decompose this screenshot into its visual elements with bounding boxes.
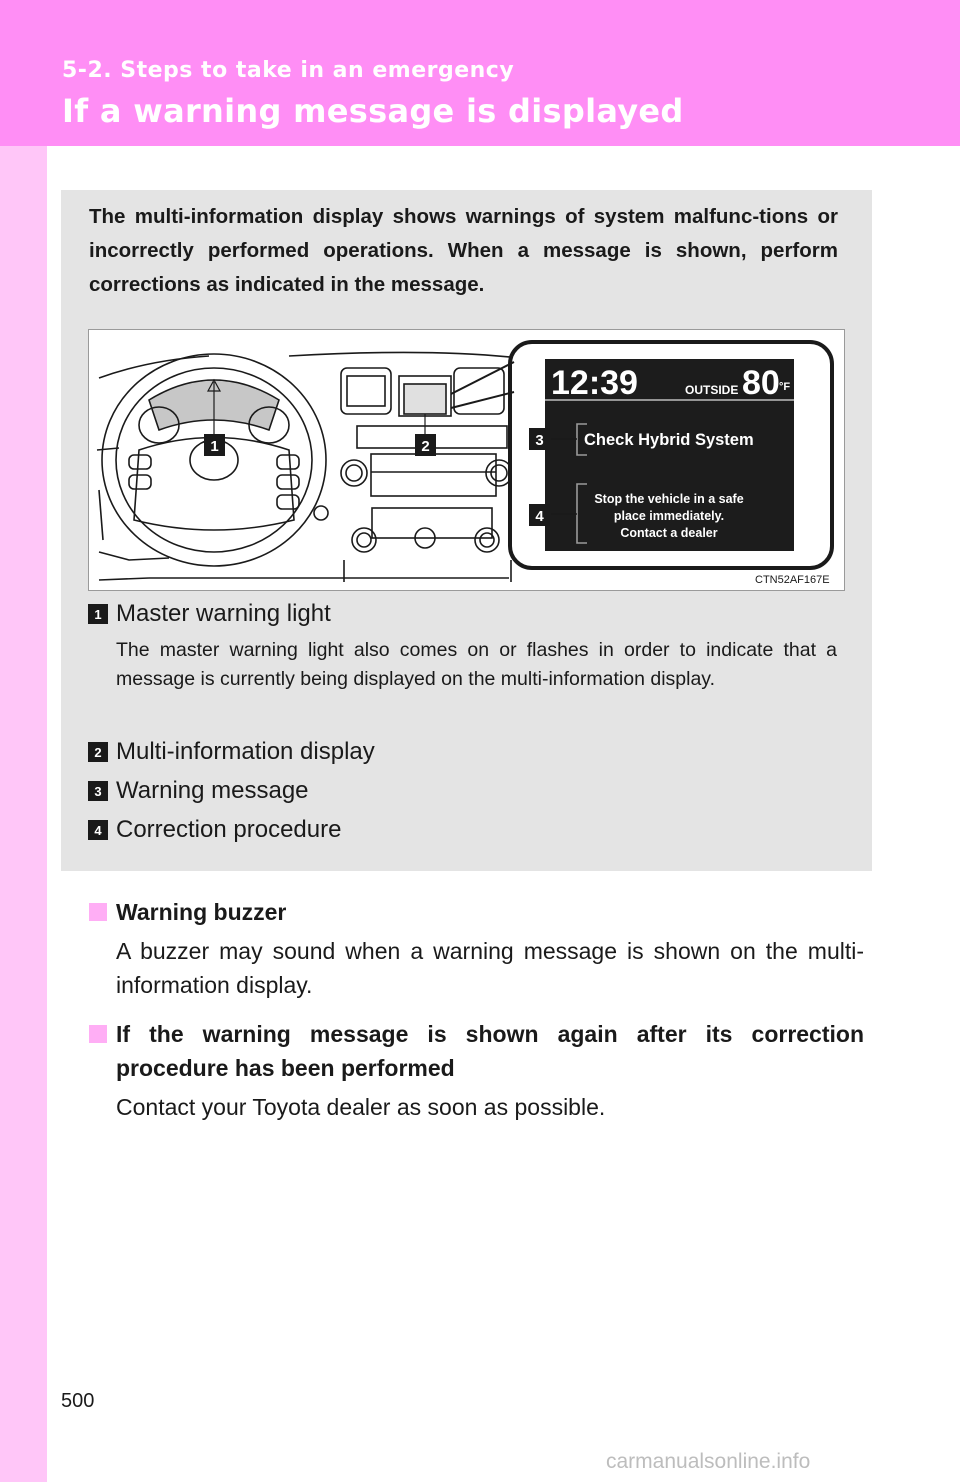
item-2-marker: 2 <box>88 742 108 762</box>
item-4-marker: 4 <box>88 820 108 840</box>
dashboard-illustration <box>89 330 846 592</box>
item-1-label: Master warning light <box>116 600 331 627</box>
intro-text: The multi-information display shows warnings of system malfunc-tions or incorrectly performed operations. When a message is shown, perform corrections as indicated in the message. <box>89 205 838 296</box>
display-outside-label: OUTSIDE <box>685 383 739 397</box>
dashboard-figure <box>88 329 845 591</box>
item-2-label: Multi-information display <box>116 738 375 765</box>
page-number: 500 <box>61 1390 95 1412</box>
warning-message-text: Check Hybrid System <box>584 431 754 449</box>
figure-code: CTN52AF167E <box>755 574 830 586</box>
callout-4: 4 <box>535 508 544 525</box>
item-1-description: The master warning light also comes on or flashes in order to indicate that a message is currently being displayed on the multi-information display. <box>116 639 837 690</box>
display-unit: °F <box>779 381 791 393</box>
section-1-heading: Warning buzzer <box>116 899 287 925</box>
correction-line-2: place immediately. <box>613 509 725 523</box>
section-2-text: Contact your Toyota dealer as soon as possible. <box>116 1094 606 1120</box>
display-time: 12:39 <box>551 364 638 402</box>
section-2-bullet <box>89 1025 107 1043</box>
page-title: If a warning message is displayed <box>62 92 684 130</box>
item-4-label: Correction procedure <box>116 816 342 843</box>
section-1-bullet <box>89 903 107 921</box>
callout-1: 1 <box>210 438 219 455</box>
item-1-marker: 1 <box>88 604 108 624</box>
correction-line-1: Stop the vehicle in a safe <box>594 492 744 506</box>
display-temp: 80 <box>742 364 780 402</box>
watermark: carmanualsonline.info <box>606 1450 811 1473</box>
page-header <box>0 0 960 146</box>
correction-line-3: Contact a dealer <box>620 526 718 540</box>
section-1-text: A buzzer may sound when a warning message is shown on the multi-information display. <box>116 938 864 998</box>
callout-2: 2 <box>421 438 430 455</box>
item-3-marker: 3 <box>88 781 108 801</box>
side-band <box>0 146 47 1482</box>
item-3-label: Warning message <box>116 777 309 804</box>
section-2-heading: If the warning message is shown again after its correction procedure has been performed <box>116 1021 864 1081</box>
section-label: 5-2. Steps to take in an emergency <box>62 58 515 83</box>
callout-3: 3 <box>535 432 544 449</box>
